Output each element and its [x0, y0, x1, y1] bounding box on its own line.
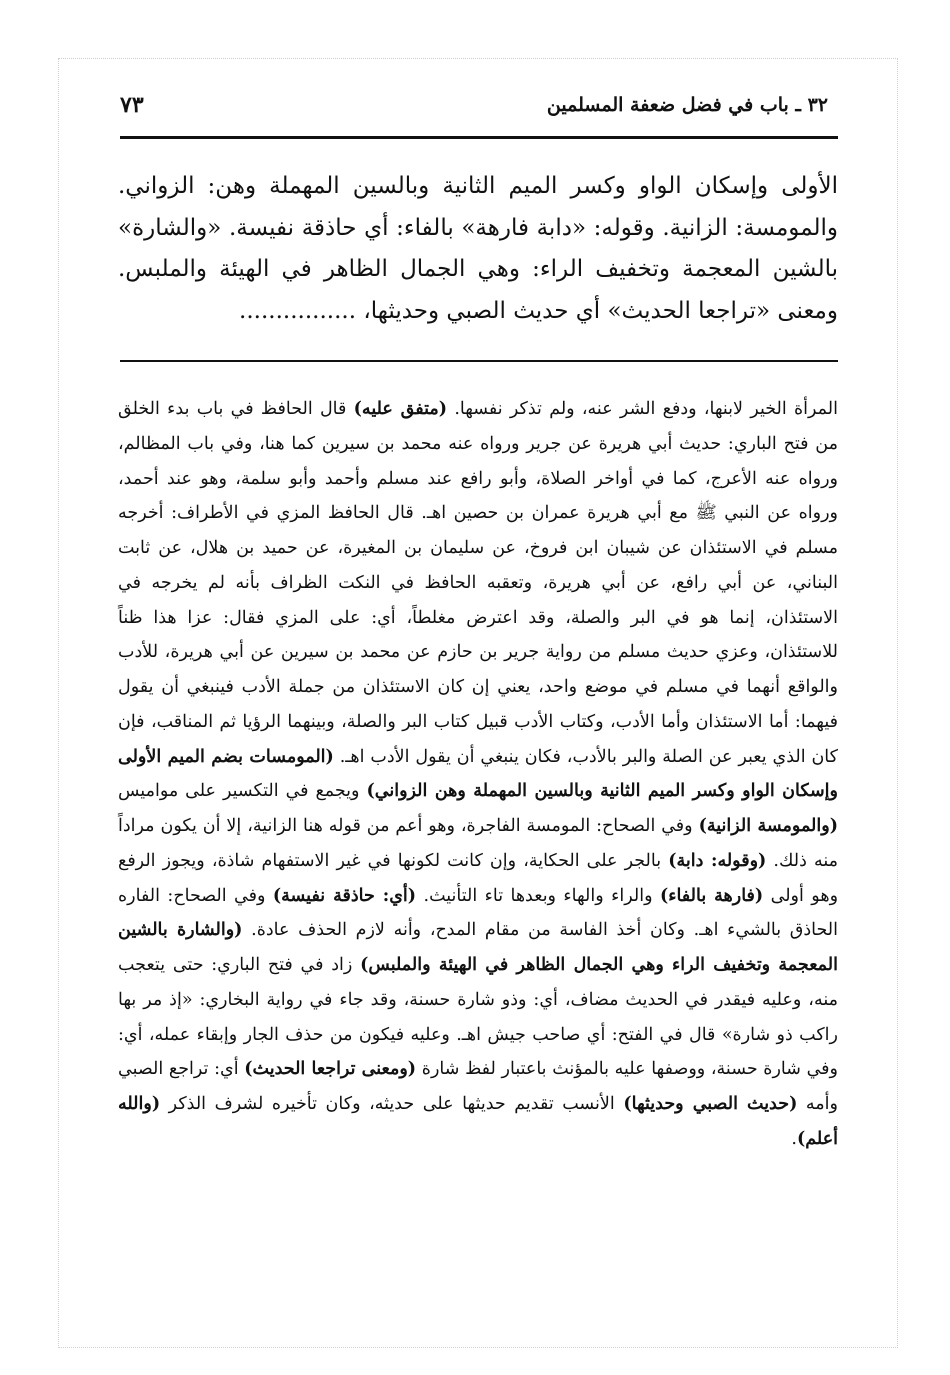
commentary-segment: والراء والهاء وبعدها تاء التأنيث. — [423, 885, 653, 906]
section-divider — [120, 360, 838, 362]
commentary-segment: المرأة الخير لابنها، ودفع الشر عنه، ولم تذكر نفسها. — [454, 399, 838, 419]
header-rule — [120, 136, 838, 139]
page-header — [120, 94, 828, 134]
commentary-bold-segment: (فارهة بالفاء) — [659, 885, 764, 906]
commentary-bold-segment: (والمومسة الزانية) — [698, 816, 838, 836]
commentary-bold-segment: (حديث الصبي وحديثها) — [623, 1094, 798, 1114]
commentary-bold-segment: (المومسات بضم الميم الأولى وإسكان الواو وكسر الميم الثانية وبالسين المهملة وهن الزواني) — [118, 746, 838, 802]
main-text-dots: ................ — [239, 297, 357, 324]
commentary-segment: وفي الصحاح: المومسة الفاجرة، وهو أعم من قوله هنا الزانية، إلا أن يكون مراداً منه ذلك. — [118, 816, 838, 871]
commentary-bold-segment: (ومعنى تراجعا الحديث) — [244, 1059, 417, 1080]
commentary-segment: زاد في فتح الباري: حتى يتعجب منه، وعليه فيقدر في الحديث مضاف، أي: وذو شارة حسنة، وقد جاء في رواية البخاري: «إذ مر بها راكب ذو شارة» قال في الفتح: أي صاحب جيش اهـ. وعليه فيكون من حذف الجار وإبقاء عمله، أي: وفي شارة حسنة، ووصفها عليه بالمؤنث باعتبار لفظ شارة — [118, 955, 839, 1080]
commentary-bold-segment: (وقوله: دابة) — [668, 850, 767, 871]
commentary-segment: وفي الصحاح: الفاره الحاذق بالشيء اهـ. وكان أخذ الفاسة من مقام المدح، وأنه لازم الحذف عادة. — [118, 885, 838, 941]
commentary-segment: الأنسب تقديم حديثها على حديثه، وكان تأخيره لشرف الذكر — [168, 1094, 615, 1114]
commentary-segment: قال الحافظ في باب بدء الخلق من فتح الباري: حديث أبي هريرة عن جرير ورواه عنه محمد بن سيرين كما هنا، وفي باب المظالم، ورواه عنه الأعرج، كما في أواخر الصلاة، وأبو رافع عند مسلم وأحمد وأبو سلمة، وهو عند أحمد، ورواه عن النبي ﷺ مع أبي هريرة عمران بن حصين اهـ. قال الحافظ المزي في الأطراف: أخرجه مسلم في الاستئذان عن شيبان ابن فروخ، عن سليمان بن المغيرة، عن حميد بن هلال، عن ثابت البناني، عن أبي رافع، عن أبي هريرة، وتعقبه الحافظ في النكت الظراف بأنه لم يخرجه في الاستئذان، إنما هو في البر والصلة، وقد اعترض مغلطاً، أي: على المزي فقال: عزا هذا ظناً للاستئذان، وعزي حديث مسلم من رواية جرير بن حازم عن محمد بن سيرين عن أبي هريرة، للأدب والواقع أنهما في مسلم في موضع واحد، يعني إن كان الاستئذان من جملة الأدب فينبغي أن يقول فيهما: أما الاستئذان وأما الأدب، وكتاب الأدب قبيل كتاب البر والصلة، وبينهما الرؤيا ثم المناقب، فإن كان الذي يعبر عن الصلة والبر بالأدب، فكان ينبغي أن يقول الأدب اهـ. — [118, 399, 838, 767]
commentary-paragraph — [118, 392, 838, 1157]
commentary-block — [118, 392, 838, 1157]
commentary-segment: . — [791, 1128, 797, 1149]
page-number: ٧٣ — [120, 92, 144, 118]
main-text-paragraph — [118, 166, 838, 332]
chapter-title: ٣٢ ـ باب في فضل ضعفة المسلمين — [546, 94, 828, 116]
commentary-segment: أي: تراجع الصبي وأمه — [118, 1059, 838, 1114]
commentary-bold-segment: (والله أعلم) — [118, 1094, 838, 1149]
commentary-bold-segment: (متفق عليه) — [353, 399, 448, 419]
commentary-segment: ويجمع في التكسير على مواميس — [118, 781, 360, 802]
main-text: الأولى وإسكان الواو وكسر الميم الثانية وبالسين المهملة وهن: الزواني. والمومسة: الزانية. وقوله: «دابة فارهة» بالفاء: أي حاذقة نفيسة. «والشارة» بالشين المعجمة وتخفيف الراء: وهي الجمال الظاهر في الهيئة والملبس. ومعنى «تراجعا الحديث» أي حديث الصبي وحديثها، — [118, 173, 838, 324]
commentary-segment: بالجر على الحكاية، وإن كانت لكونها في غير الاستفهام شاذة، ويجوز الرفع وهو أولى — [118, 850, 839, 906]
main-text-block — [118, 166, 838, 332]
commentary-bold-segment: (والشارة بالشين المعجمة وتخفيف الراء وهي الجمال الظاهر في الهيئة والملبس) — [118, 920, 838, 975]
commentary-bold-segment: (أي: حاذقة نفيسة) — [272, 885, 417, 906]
